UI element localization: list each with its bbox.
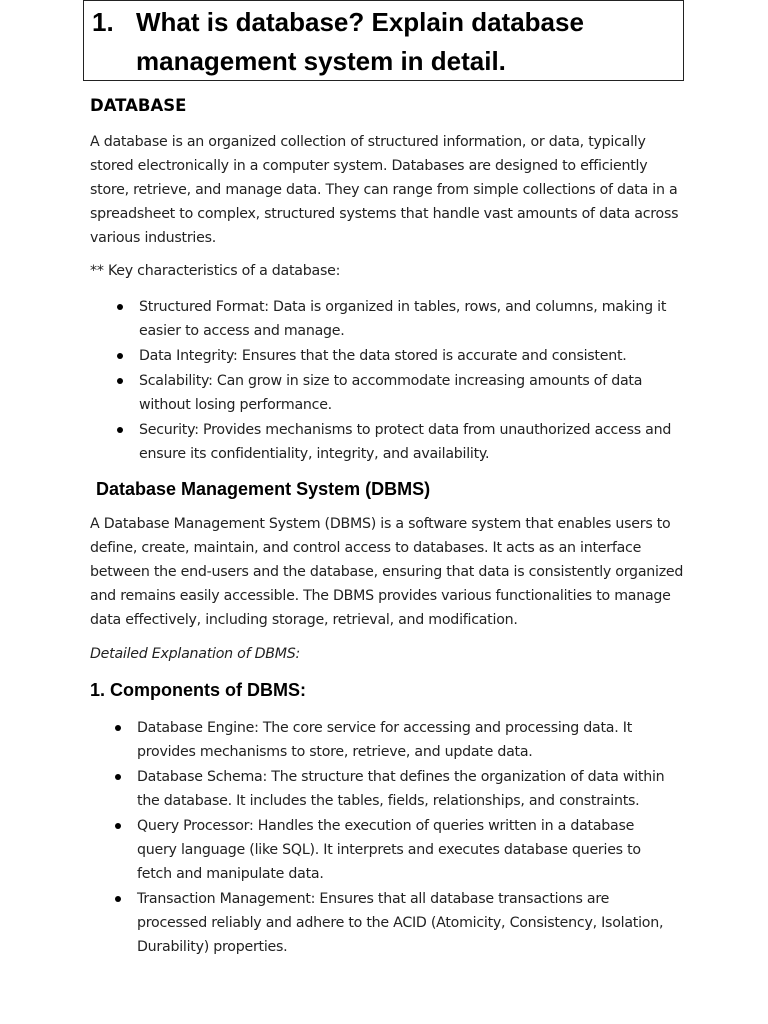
bullet-icon	[115, 774, 121, 780]
question-title-box	[83, 0, 684, 81]
list-item: Database Engine: The core service for accessing and processing data. It provides mechanisms to store, retrieve, and update data.	[113, 716, 678, 764]
characteristics-list	[115, 295, 685, 467]
bullet-icon	[117, 304, 123, 310]
database-heading: DATABASE	[90, 96, 187, 115]
dbms-heading: Database Management System (DBMS)	[96, 479, 431, 499]
question-number: 1.	[92, 7, 114, 37]
list-item: Security: Provides mechanisms to protect data from unauthorized access and ensure its confidentiality, integrity, and availability.	[115, 418, 685, 466]
bullet-icon	[117, 378, 123, 384]
list-item: Query Processor: Handles the execution of queries written in a database query language (like SQL). It interprets and executes database queries to fetch and manipulate data.	[113, 814, 678, 886]
list-item: Transaction Management: Ensures that all database transactions are processed reliably and adhere to the ACID (Atomicity, Consistency, Isolation, Durability) properties.	[113, 887, 678, 959]
key-characteristics-intro: ** Key characteristics of a database:	[90, 263, 341, 279]
bullet-icon	[117, 427, 123, 433]
bullet-icon	[115, 896, 121, 902]
components-heading: 1. Components of DBMS:	[90, 680, 306, 700]
list-item: Scalability: Can grow in size to accommodate increasing amounts of data without losing performance.	[115, 369, 685, 417]
database-paragraph: A database is an organized collection of structured information, or data, typically stored electronically in a computer system. Databases are designed to efficiently store, retrieve, and manage data. They can range from simple collections of data in a spreadsheet to complex, structured systems that handle vast amounts of data across various industries.	[90, 134, 679, 246]
bullet-icon	[115, 725, 121, 731]
bullet-icon	[115, 823, 121, 829]
list-item: Structured Format: Data is organized in tables, rows, and columns, making it easier to access and manage.	[115, 295, 685, 343]
detailed-explanation-label: Detailed Explanation of DBMS:	[90, 646, 301, 662]
dbms-paragraph: A Database Management System (DBMS) is a software system that enables users to define, create, maintain, and control access to databases. It acts as an interface between the end-users and the database, ensuring that data is consistently organized and remains easily accessible. The DBMS provides various functionalities to manage data effectively, including storage, retrieval, and modification.	[90, 516, 684, 628]
list-item: Database Schema: The structure that defines the organization of data within the database. It includes the tables, fields, relationships, and constraints.	[113, 765, 678, 813]
components-list	[113, 716, 678, 960]
bullet-icon	[117, 353, 123, 359]
question-title: What is database? Explain database management system in detail.	[136, 7, 584, 76]
list-item: Data Integrity: Ensures that the data stored is accurate and consistent.	[115, 344, 685, 368]
